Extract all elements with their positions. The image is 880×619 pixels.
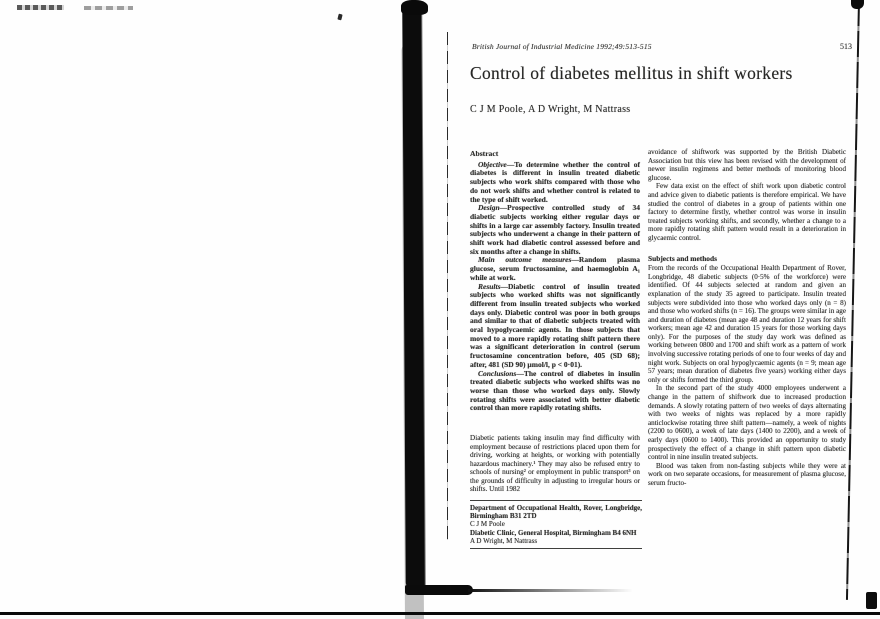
abstract-objective-label: Objective bbox=[478, 159, 507, 169]
affiliation-names-1: C J M Poole bbox=[470, 520, 505, 528]
right-column bbox=[648, 148, 846, 488]
page-edge-line bbox=[447, 32, 448, 540]
abstract-objective-text: —To determine whether the control of diabetes is different in insulin treated diabetic subjects who work shifts compared with those who do not work shifts and whether control is related to the type of shift worked. bbox=[470, 159, 640, 204]
abstract-results-label: Results bbox=[478, 281, 501, 291]
abstract-design-text: —Prospective controlled study of 34 diabetic subjects working either regular days or shifts in a large car assembly factory. Insulin treated subjects who underwent a change in their pattern of shift work had diabetic control assessed before and six months after a change in shifts. bbox=[470, 203, 640, 256]
methods-paragraph-2: In the second part of the study 4000 employees underwent a change in the pattern of shiftwork due to increased production demands. A slowly rotating pattern of two weeks of days alternating with two weeks of nights was replaced by a more rapidly anticlockwise rotating three shift pattern—namely, a week of nights (2200 to 0600), a week of late days (1400 to 2200), and a week of early days (0600 to 1400). This provided an opportunity to study prospectively the effect of a change in shift pattern upon diabetic control in nine insulin treated subjects. bbox=[648, 384, 846, 462]
abstract-conclusions-text: —The control of diabetes in insulin treated diabetic subjects who worked shifts was no worse than those who worked days only. Slowly rotating shifts were associated with better diabetic control than more rapidly rotating shifts. bbox=[470, 368, 640, 413]
authors: C J M Poole, A D Wright, M Nattrass bbox=[470, 104, 631, 115]
scan-spine-smudge bbox=[468, 589, 633, 592]
footnote-rule-top bbox=[470, 500, 642, 501]
abstract-outcome-measures-label: Main outcome measures bbox=[478, 255, 572, 265]
affiliation-address-1: Department of Occupational Health, Rover, Longbridge, Birmingham B31 2TD bbox=[470, 504, 642, 520]
affiliation-names-2: A D Wright, M Nattrass bbox=[470, 537, 538, 545]
abstract-heading: Abstract bbox=[470, 149, 499, 158]
right-page-edge-line bbox=[846, 0, 860, 600]
methods-paragraph-3: Blood was taken from non-fasting subjects while they were at work on two separate occasions, for measurement of plasma glucose, serum fructo- bbox=[648, 461, 846, 487]
scan-spine-foot bbox=[405, 585, 473, 595]
abstract-objective bbox=[470, 161, 640, 205]
section-heading-subjects-methods: Subjects and methods bbox=[648, 253, 717, 263]
journal-citation: British Journal of Industrial Medicine 1992;49:513-515 bbox=[472, 42, 652, 51]
methods-paragraph-1: From the records of the Occupational Health Department of Rover, Longbridge, 48 diabetic subjects (0·5% of the workforce) were identified. Of 44 subjects selected at random and given an explanation of the study 35 agreed to participate. Insulin treated subjects were subdivided into those who worked days only (n = 8) and those who worked shifts (n = 16). The groups were similar in age and duration of diabetes (mean age 48 and duration 12 years for shift workers; mean age 42 and duration 15 years for those working days only). For the purposes of the study day work was defined as working between 0800 and 1700 and shift work as a pattern of work involving successive rotating periods of one to four weeks of day and night work. Subjects on oral hypoglycaemic agents (n = 9; mean age 57 years; mean duration of diabetes five years) working either days only or shifts formed the third group. bbox=[648, 264, 846, 384]
scan-blob-top-right bbox=[851, 0, 864, 9]
abstract-outcome-measures-text: —Random plasma glucose, serum fructosamine, and haemoglobin A₁ while at work. bbox=[470, 255, 640, 282]
abstract-conclusions-label: Conclusions bbox=[478, 368, 517, 378]
abstract-conclusions bbox=[470, 370, 640, 414]
abstract bbox=[470, 150, 640, 413]
scan-smudge-top-left-2 bbox=[84, 6, 133, 10]
abstract-design-label: Design bbox=[478, 203, 500, 213]
body-paragraph-rationale: Few data exist on the effect of shift work upon diabetic control and advice given to diabetic patients is therefore empirical. We have studied the control of diabetes in a group of patients within one factory to determine firstly, whether control was worse in insulin treated subjects working shifts, and secondly, whether a change to a more rapidly rotating shift pattern would result in a deterioration in glycaemic control. bbox=[648, 182, 846, 242]
scan-smudge-top-left-1 bbox=[17, 5, 64, 10]
affiliations-footnote bbox=[470, 500, 642, 549]
body-paragraph-continuation: avoidance of shiftwork was supported by the British Diabetic Association but this view has been revised with the development of newer insulin regimens and better methods of monitoring blood glucose. bbox=[648, 148, 846, 182]
scan-speck-bottom bbox=[446, 585, 451, 590]
intro-paragraph: Diabetic patients taking insulin may find difficulty with employment because of restrictions placed upon them for driving, working at heights, or working with potentially hazardous machinery.¹ They may also be refused entry to schools of nursing² or employment in public transport³ on the grounds of difficulty in adjusting to irregular hours or shifts. Until 1982 bbox=[470, 434, 640, 493]
article-title: Control of diabetes mellitus in shift workers bbox=[470, 63, 793, 83]
scan-blob-bottom-right bbox=[866, 592, 877, 609]
scan-spine-shadow bbox=[402, 2, 425, 588]
scan-bottom-border bbox=[0, 612, 880, 615]
abstract-results-text: —Diabetic control of insulin treated subjects who worked shifts was not significantly different from insulin treated subjects who worked days only. Diabetic control was poor in both groups and similar to that of diabetic subjects treated with oral hypoglycaemic agents. In those subjects that moved to a more rapidly rotating shift pattern there was a significant deterioration in control (serum fructosamine concentration before, 405 (SD 68); after, 481 (SD 90) µmol/l, p < 0·01). bbox=[470, 281, 640, 369]
abstract-design bbox=[470, 204, 640, 256]
scan-spine-top-blob bbox=[401, 0, 428, 15]
abstract-outcome-measures bbox=[470, 256, 640, 282]
scan-speck-top-center bbox=[337, 14, 342, 21]
page-number: 513 bbox=[840, 42, 852, 51]
footnote-rule-bottom bbox=[470, 548, 642, 549]
affiliation-address-2: Diabetic Clinic, General Hospital, Birmingham B4 6NH bbox=[470, 529, 637, 537]
abstract-results bbox=[470, 283, 640, 370]
